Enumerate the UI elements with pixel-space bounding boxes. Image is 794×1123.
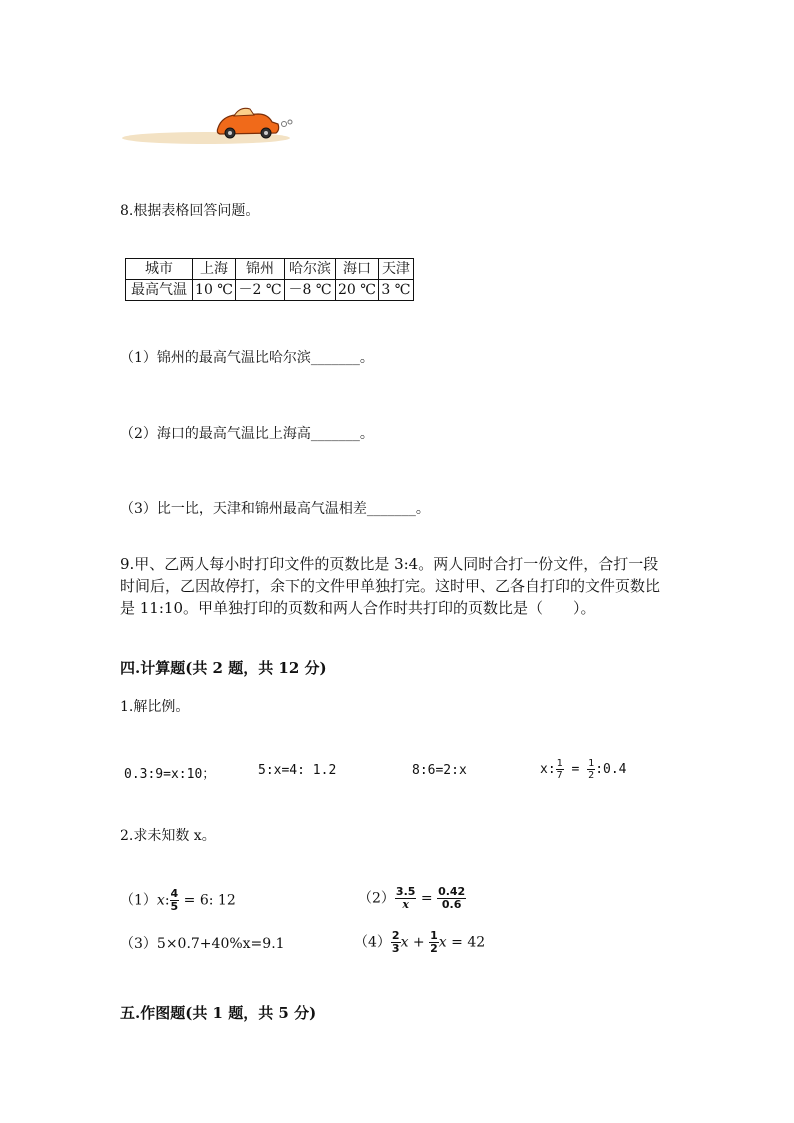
fraction-num: 1 [588,758,595,769]
fraction [170,888,180,913]
table-cell: 锦州 [236,259,285,280]
p4-eq: = [563,762,588,777]
proportion-1: 0.3:9=x:10； [124,767,216,782]
proportion-4 [540,758,627,781]
equation-4 [354,930,485,955]
fraction [587,758,595,781]
calc-q2-title: 2.求未知数 x。 [120,828,216,844]
table-cell: 天津 [378,259,413,280]
table-cell: －2 ℃ [236,280,285,301]
fraction-den: 2 [588,770,595,781]
eq4-rest: = 42 [446,934,486,951]
fraction [437,886,466,911]
fraction [556,758,564,781]
fraction-num: 1 [556,758,563,769]
p4-part-a: x: [540,762,556,777]
fraction [395,886,417,911]
q8-sub1: （1）锦州的最高气温比哈尔滨_______。 [120,350,374,366]
calc-q1-title: 1.解比例。 [120,699,190,715]
eq4-label: （4） [354,934,391,951]
fraction-den: 0.6 [441,898,462,911]
table-cell: 上海 [193,259,236,280]
fraction-den: x [402,898,409,911]
proportion-3: 8:6=2:x [412,763,467,778]
equation-1 [120,888,236,913]
p4-part-b: :0.4 [595,762,627,777]
fraction-den: 5 [170,900,179,913]
temperature-table [125,258,414,301]
q8-title: 8.根据表格回答问题。 [120,203,260,219]
eq1-rest: = 6: 12 [183,892,236,909]
eq4-plus: + [408,934,430,951]
table-cell: 3 ℃ [378,280,413,301]
fraction-num: 2 [391,929,400,942]
table-cell: 最高气温 [126,280,193,301]
section4-heading: 四.计算题(共 2 题，共 12 分) [120,659,327,677]
eq2-label: （2） [358,890,395,907]
fraction [391,930,401,955]
table-cell: 海口 [336,259,379,280]
car-illustration [118,100,298,152]
equation-2 [358,886,466,911]
eq4-x1: x [400,934,409,951]
table-cell: －8 ℃ [285,280,336,301]
eq1-label: （1） [120,892,157,909]
table-row [126,280,414,301]
table-cell: 城市 [126,259,193,280]
table-cell: 10 ℃ [193,280,236,301]
q9-text: 9.甲、乙两人每小时打印文件的页数比是 3:4。两人同时合打一份文件，合打一段时间后，乙因故停打，余下的文件甲单独打完。这时甲、乙各自打印的文件页数比是 11:10。甲单独打印的页数和两人合作时共打印的页数比是（ ）。 [120,555,661,617]
proportion-2: 5:x=4: 1.2 [258,763,337,778]
fraction-den: 7 [556,770,563,781]
fraction-num: 0.42 [438,885,466,898]
eq4-x2: x [438,934,447,951]
table-cell: 20 ℃ [336,280,379,301]
fraction-den: 2 [430,942,438,955]
q8-sub2: （2）海口的最高气温比上海高_______。 [120,426,374,442]
table-cell: 哈尔滨 [285,259,336,280]
fraction-num: 1 [430,929,438,942]
fraction [429,930,439,955]
eq1-x: x [156,892,165,909]
q8-sub3: （3）比一比，天津和锦州最高气温相差_______。 [120,501,430,517]
section5-heading: 五.作图题(共 1 题，共 5 分) [120,1004,317,1022]
table-header-row [126,259,414,280]
fraction-num: 4 [170,887,179,900]
eq2-eq: = [420,890,433,907]
fraction-den: 3 [391,942,400,955]
fraction-num: 3.5 [395,885,416,898]
eq1-colon: : [164,892,170,909]
equation-3: （3）5×0.7+40%x=9.1 [120,936,285,952]
